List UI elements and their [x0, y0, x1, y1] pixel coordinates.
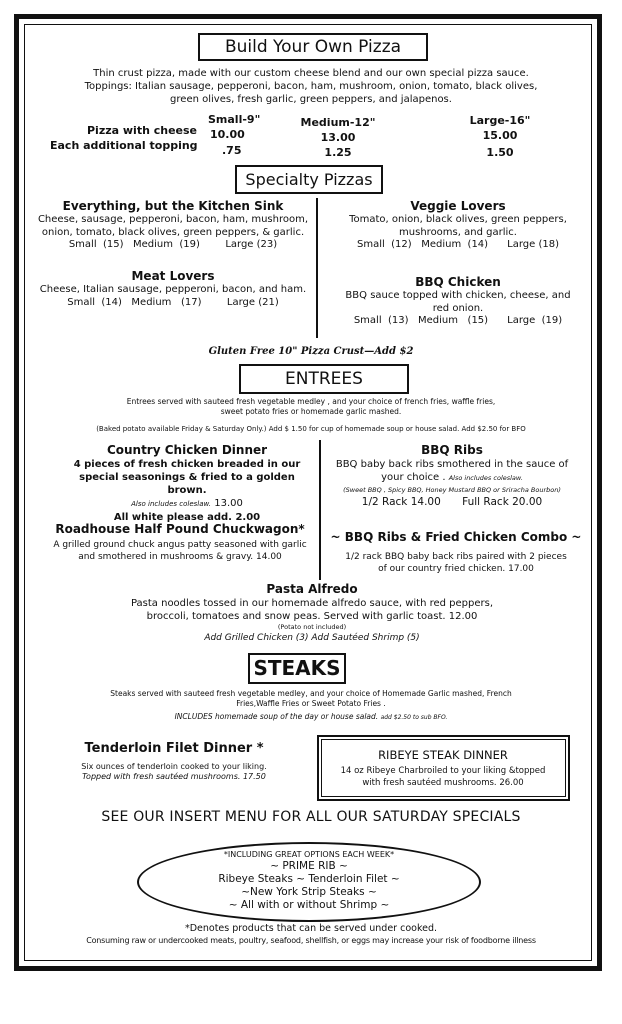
special-line: ~New York Strip Steaks ~: [241, 886, 377, 898]
item-name: Meat Lovers: [131, 269, 215, 283]
special-line: Ribeye Steaks ~ Tenderloin Filet ~: [218, 873, 400, 885]
entrees-intro: Entrees served with sauteed fresh vegetable medley , and your choice of french fries, waffle fries, sweet potato fries or homemade garlic mashed.: [126, 397, 496, 416]
item-name: Pasta Alfredo: [266, 582, 358, 596]
size-name: Medium-12": [300, 116, 376, 129]
item-desc: Cheese, sausage, pepperoni, bacon, ham, mushroom, onion, tomato, black olives, green peppers, & garlic.: [37, 214, 309, 238]
sauce-options: (Sweet BBQ , Spicy BBQ, Honey Mustard BBQ or Sriracha Bourbon): [343, 486, 561, 494]
steaks-intro: Steaks served with sauteed fresh vegetable medley, and your choice of Homemade Garlic mashed, French Fries,Waffle Fries or Sweet Potato Fries .: [110, 689, 512, 708]
entree-pasta-alfredo: [120, 582, 504, 644]
pizza-size-small: [208, 112, 268, 158]
pizza-intro: Thin crust pizza, made with our custom cheese blend and our own special pizza sauce.: [93, 68, 529, 79]
item-name: Country Chicken Dinner: [106, 443, 268, 457]
gluten-free-note: Gluten Free 10" Pizza Crust—Add $2: [208, 346, 414, 357]
item-desc: 14 oz Ribeye Charbroiled to your liking &topped with fresh sautéed mushrooms. 26.00: [340, 766, 546, 788]
item-name: ~ BBQ Ribs & Fried Chicken Combo ~: [330, 530, 582, 544]
desc-text: BBQ baby back ribs smothered in the sauce of your choice .: [335, 459, 569, 483]
specialty-item-bbq-chicken: [332, 275, 584, 328]
pizza-heading: Build Your Own Pizza: [198, 33, 428, 61]
rack-prices: [320, 495, 584, 509]
saturday-specials-list: [150, 849, 468, 912]
special-line: ~ All with or without Shrimp ~: [228, 899, 390, 911]
size-cheese-price: 10.00: [210, 128, 245, 141]
coleslaw-note: Also includes coleslaw.: [448, 474, 523, 482]
specialty-divider: [316, 198, 318, 338]
white-meat-note: All white please add. 2.00: [113, 512, 261, 523]
pizza-toppings: Toppings: Italian sausage, pepperoni, bacon, ham, mushroom, onion, tomato, black olives, green olives, fresh garlic, green peppers, and jalapenos.: [84, 81, 538, 105]
specialty-heading: Specialty Pizzas: [235, 165, 383, 194]
entrees-note: (Baked potato available Friday & Saturday Only.) Add $ 1.50 for cup of homemade soup or house salad. Add $2.50 for BFO: [96, 425, 526, 433]
coleslaw-note: Also includes coleslaw.: [131, 500, 212, 508]
specialty-item-veggie-lovers: [332, 199, 584, 252]
half-rack: 1/2 Rack 14.00: [361, 496, 441, 508]
size-cheese-price: 13.00: [320, 131, 356, 144]
steak-tenderloin-filet: [40, 740, 308, 782]
item-prices: Small (15) Medium (19) Large (23): [68, 239, 278, 250]
specialty-item-kitchen-sink: [32, 199, 314, 252]
steaks-includes: [100, 712, 522, 723]
item-prices: Small (14) Medium (17) Large (21): [67, 296, 279, 308]
item-name: Tenderloin Filet Dinner *: [84, 741, 264, 756]
size-cheese-price: 15.00: [482, 129, 518, 142]
item-name: BBQ Chicken: [415, 275, 501, 289]
pizza-topping-label: Each additional topping: [50, 139, 198, 152]
item-name: Everything, but the Kitchen Sink: [62, 199, 284, 213]
item-desc: [320, 458, 584, 485]
item-name: BBQ Ribs: [421, 443, 483, 457]
saturday-banner: SEE OUR INSERT MENU FOR ALL OUR SATURDAY SPECIALS: [101, 809, 521, 825]
special-line: ~ PRIME RIB ~: [270, 860, 348, 872]
item-name: Veggie Lovers: [410, 199, 506, 213]
item-desc: 1/2 rack BBQ baby back ribs paired with 2 pieces of our country fried chicken. 17.00: [345, 552, 567, 574]
item-price: 13.00: [214, 498, 243, 509]
pizza-cheese-label: Pizza with cheese: [87, 124, 198, 137]
bfo-text: add $2.50 to sub BFO.: [380, 714, 448, 721]
item-topped: Topped with fresh sautéed mushrooms. 17.50: [82, 772, 266, 781]
item-name: Roadhouse Half Pound Chuckwagon*: [55, 522, 305, 536]
includes-text: INCLUDES homemade soup of the day or house salad.: [174, 712, 379, 721]
specialty-item-meat-lovers: [32, 269, 314, 309]
potato-note: (Potato not included): [277, 623, 347, 631]
item-prices: Small (13) Medium (15) Large (19): [353, 315, 563, 326]
size-topping-price: .75: [222, 144, 242, 157]
item-price-line: [58, 497, 316, 511]
full-rack: Full Rack 20.00: [462, 496, 543, 508]
size-topping-price: 1.25: [324, 146, 352, 159]
item-name: RIBEYE STEAK DINNER: [378, 748, 508, 762]
special-line: *INCLUDING GREAT OPTIONS EACH WEEK*: [223, 850, 395, 859]
steaks-heading: STEAKS: [248, 653, 346, 684]
item-desc: Pasta noodles tossed in our homemade alfredo sauce, with red peppers, broccoli, tomatoes and snow peas. Served with garlic toast. 12.00: [130, 598, 494, 622]
item-desc: 4 pieces of fresh chicken breaded in our special seasonings & fried to a golden brown.: [73, 459, 301, 496]
entree-chuckwagon: [46, 522, 314, 563]
item-desc: Tomato, onion, black olives, green peppers, mushrooms, and garlic.: [349, 214, 567, 238]
entree-country-chicken: [58, 443, 316, 524]
item-desc: Six ounces of tenderloin cooked to your liking.: [81, 762, 267, 771]
item-desc: BBQ sauce topped with chicken, cheese, and red onion.: [345, 290, 571, 314]
item-desc: Cheese, Italian sausage, pepperoni, bacon, and ham.: [39, 284, 307, 295]
footer-warning: Consuming raw or undercooked meats, poultry, seafood, shellfish, or eggs may increase your risk of foodborne illness: [86, 936, 536, 945]
item-desc: A grilled ground chuck angus patty seasoned with garlic and smothered in mushrooms & gravy. 14.00: [53, 540, 307, 562]
pizza-size-large: [462, 113, 538, 160]
add-ons: Add Grilled Chicken (3) Add Sautéed Shrimp (5): [204, 633, 420, 643]
size-name: Small-9": [208, 113, 261, 126]
footer-undercooked: *Denotes products that can be served under cooked.: [184, 923, 438, 934]
entree-combo: [326, 530, 586, 575]
entree-bbq-ribs: [320, 443, 584, 509]
size-name: Large-16": [469, 114, 531, 127]
pizza-size-medium: [296, 115, 380, 160]
entrees-heading: ENTREES: [239, 364, 409, 394]
item-prices: Small (12) Medium (14) Large (18): [357, 239, 559, 250]
size-topping-price: 1.50: [486, 146, 514, 159]
steak-ribeye: [324, 748, 562, 789]
